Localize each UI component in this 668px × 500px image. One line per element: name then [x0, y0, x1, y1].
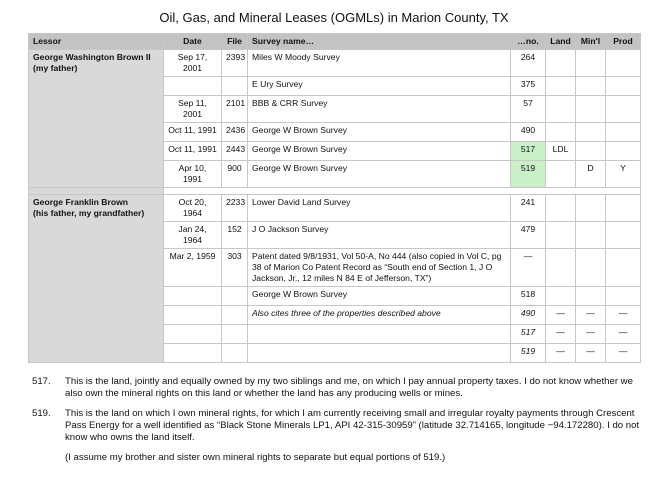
land-cell	[546, 161, 576, 188]
file-cell: 2393	[222, 50, 248, 77]
number-cell: 519	[511, 161, 546, 188]
number-cell: 490	[511, 306, 546, 325]
mineral-cell	[576, 123, 606, 142]
col-header-land: Land	[546, 34, 576, 50]
col-header-no: …no.	[511, 34, 546, 50]
production-cell	[606, 222, 641, 249]
survey-cell	[248, 325, 511, 344]
table-row	[29, 50, 641, 77]
file-cell	[222, 325, 248, 344]
footnote-517	[32, 376, 642, 400]
file-cell: 2101	[222, 96, 248, 123]
number-cell: 264	[511, 50, 546, 77]
col-header-date: Date	[164, 34, 222, 50]
mineral-cell	[576, 96, 606, 123]
footnote-number: 517.	[32, 376, 51, 387]
survey-cell: E Ury Survey	[248, 77, 511, 96]
number-cell: 517	[511, 142, 546, 161]
survey-cell: George W Brown Survey	[248, 161, 511, 188]
date-cell: Oct 11, 1991	[164, 123, 222, 142]
file-cell	[222, 344, 248, 363]
separator-cell	[164, 188, 641, 195]
date-cell: Jan 24, 1964	[164, 222, 222, 249]
date-cell: Sep 11, 2001	[164, 96, 222, 123]
mineral-cell	[576, 142, 606, 161]
file-cell	[222, 77, 248, 96]
date-cell: Mar 2, 1959	[164, 249, 222, 287]
file-cell: 2443	[222, 142, 248, 161]
file-cell	[222, 287, 248, 306]
land-cell	[546, 77, 576, 96]
footnote-text: This is the land, jointly and equally owned by my two siblings and me, on which I pay annual property taxes. I do not know whether we also own the mineral rights on this land or whether the land has any producing wells or mines.	[65, 376, 633, 399]
col-header-minl: Min'l	[576, 34, 606, 50]
number-cell: 518	[511, 287, 546, 306]
survey-cell: George W Brown Survey	[248, 287, 511, 306]
land-cell: —	[546, 344, 576, 363]
lessor-name: George Washington Brown II	[33, 52, 151, 62]
mineral-cell	[576, 287, 606, 306]
production-cell: Y	[606, 161, 641, 188]
land-cell	[546, 123, 576, 142]
date-cell	[164, 325, 222, 344]
lessor-cell	[29, 195, 164, 363]
mineral-cell	[576, 50, 606, 77]
footnote-text: This is the land on which I own mineral rights, for which I am currently receiving small and irregular royalty payments through Crescent Pass Energy for a well identified as “Black Stone Minerals LP1, API 42-315-30959” (latitude 32.714165, longitude −94.172280). I do not know who owns the land itself.	[65, 408, 640, 443]
col-header-file: File	[222, 34, 248, 50]
number-cell: 479	[511, 222, 546, 249]
lessor-relation: (my father)	[33, 63, 78, 73]
mineral-cell: —	[576, 306, 606, 325]
leases-table	[28, 33, 641, 363]
land-cell	[546, 222, 576, 249]
date-cell: Oct 11, 1991	[164, 142, 222, 161]
production-cell: —	[606, 325, 641, 344]
file-cell: 152	[222, 222, 248, 249]
number-cell: 490	[511, 123, 546, 142]
group-separator	[29, 188, 641, 195]
survey-cell: Patent dated 9/8/1931, Vol 50-A, No 444 (also copied in Vol C, pg 38 of Marion Co Patent Record as “South end of Section 1, J O Jackson, Jr., 12 miles N 84 E of Jefferson, TX”)	[248, 249, 511, 287]
number-cell: 519	[511, 344, 546, 363]
survey-cell: Miles W Moody Survey	[248, 50, 511, 77]
footnote-number: 519.	[32, 408, 51, 419]
production-cell: —	[606, 344, 641, 363]
file-cell: 303	[222, 249, 248, 287]
date-cell	[164, 344, 222, 363]
land-cell	[546, 287, 576, 306]
survey-cell	[248, 344, 511, 363]
date-cell: Sep 17, 2001	[164, 50, 222, 77]
survey-cell: BBB & CRR Survey	[248, 96, 511, 123]
mineral-cell	[576, 222, 606, 249]
footnote-519	[32, 408, 642, 444]
date-cell: Oct 20, 1964	[164, 195, 222, 222]
mineral-cell	[576, 195, 606, 222]
date-cell	[164, 77, 222, 96]
production-cell	[606, 249, 641, 287]
land-cell	[546, 195, 576, 222]
page-title: Oil, Gas, and Mineral Leases (OGMLs) in Marion County, TX	[159, 10, 509, 25]
date-cell	[164, 306, 222, 325]
header-row	[29, 34, 641, 50]
survey-cell: J O Jackson Survey	[248, 222, 511, 249]
lessor-cell	[29, 50, 164, 188]
date-cell: Apr 10, 1991	[164, 161, 222, 188]
footnotes	[32, 376, 642, 464]
land-cell: —	[546, 325, 576, 344]
mineral-cell: —	[576, 325, 606, 344]
number-cell: 375	[511, 77, 546, 96]
file-cell: 2233	[222, 195, 248, 222]
number-cell: 57	[511, 96, 546, 123]
mineral-cell: D	[576, 161, 606, 188]
mineral-cell	[576, 77, 606, 96]
mineral-cell: —	[576, 344, 606, 363]
number-cell: —	[511, 249, 546, 287]
col-header-prod: Prod	[606, 34, 641, 50]
date-cell	[164, 287, 222, 306]
production-cell	[606, 50, 641, 77]
lessor-name: George Franklin Brown	[33, 197, 129, 207]
land-cell	[546, 249, 576, 287]
file-cell: 2436	[222, 123, 248, 142]
col-header-lessor: Lessor	[29, 34, 164, 50]
survey-cell: Lower David Land Survey	[248, 195, 511, 222]
lessor-relation: (his father, my grandfather)	[33, 208, 145, 218]
table-row	[29, 195, 641, 222]
production-cell	[606, 287, 641, 306]
survey-cell: George W Brown Survey	[248, 142, 511, 161]
land-cell: LDL	[546, 142, 576, 161]
land-cell	[546, 96, 576, 123]
separator-cell	[29, 188, 164, 195]
file-cell: 900	[222, 161, 248, 188]
production-cell: —	[606, 306, 641, 325]
survey-cell: George W Brown Survey	[248, 123, 511, 142]
production-cell	[606, 195, 641, 222]
production-cell	[606, 123, 641, 142]
production-cell	[606, 96, 641, 123]
production-cell	[606, 77, 641, 96]
col-header-survey: Survey name…	[248, 34, 511, 50]
footnote-aside: (I assume my brother and sister own mineral rights to separate but equal portions of 519.)	[65, 452, 446, 463]
land-cell	[546, 50, 576, 77]
number-cell: 517	[511, 325, 546, 344]
number-cell: 241	[511, 195, 546, 222]
survey-cell: Also cites three of the properties described above	[248, 306, 511, 325]
land-cell: —	[546, 306, 576, 325]
mineral-cell	[576, 249, 606, 287]
file-cell	[222, 306, 248, 325]
production-cell	[606, 142, 641, 161]
